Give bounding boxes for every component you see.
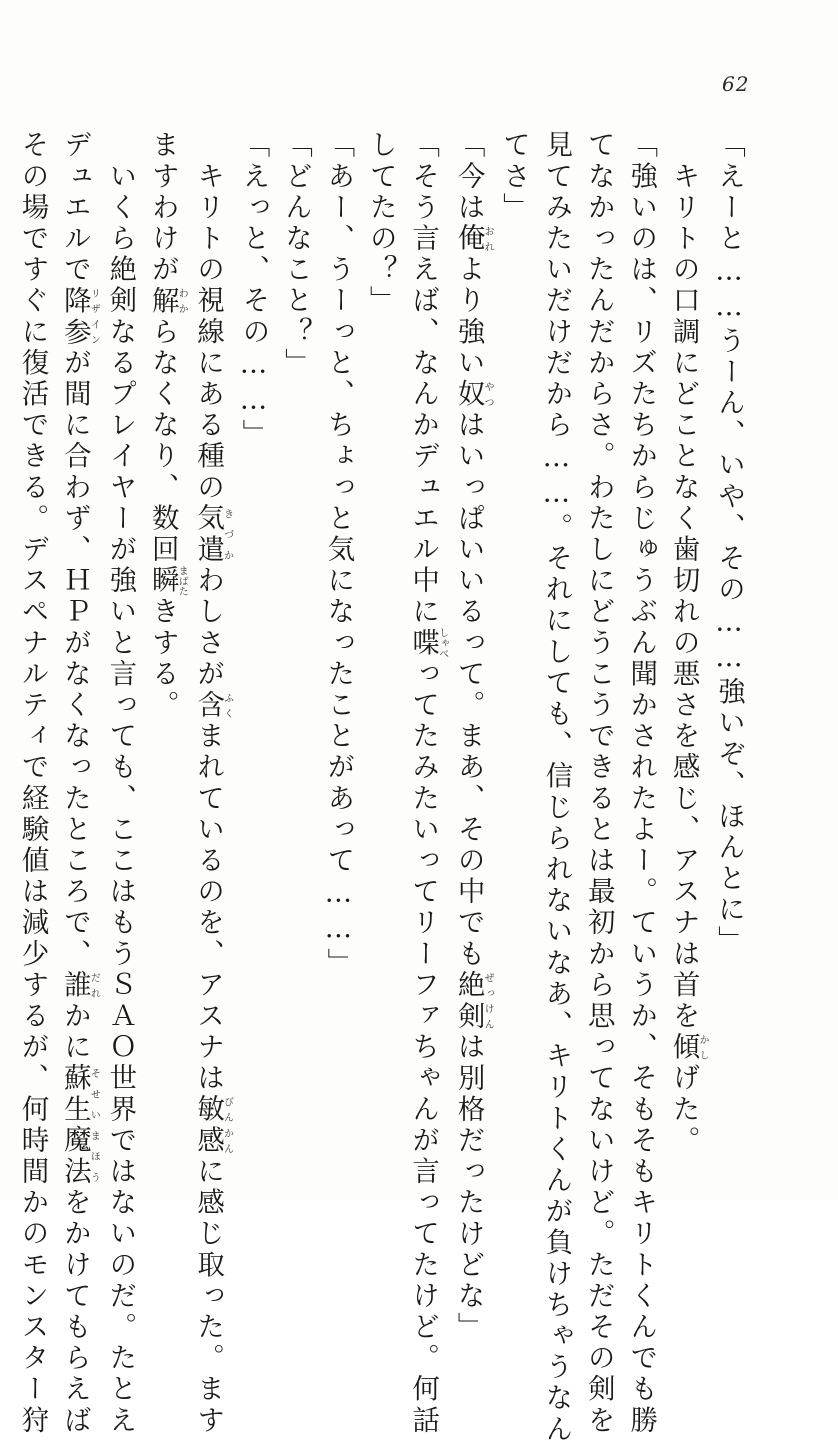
text-line (402, 130, 448, 1437)
text-segment: 「そう言えば、なんかデュエル中に (407, 130, 440, 628)
ruby-base: 降参 (58, 285, 91, 348)
text-line (577, 130, 619, 1437)
text-line (620, 130, 662, 1437)
ruby-base: 魔法 (58, 1125, 91, 1188)
ruby-base: 蘇生 (58, 1063, 91, 1126)
text-segment: げた。 (667, 1063, 700, 1157)
ruby-word (452, 223, 494, 255)
body-text (16, 130, 750, 1445)
ruby-base: 敏感 (192, 1094, 225, 1157)
text-segment: キリトの視線にある種の (192, 130, 225, 504)
text-segment: かに (58, 1000, 91, 1064)
ruby-base: 気遣 (192, 503, 225, 566)
ruby-base: 誰 (58, 969, 91, 1001)
text-line (232, 130, 274, 1120)
ruby-word (58, 1063, 100, 1126)
ruby-word (192, 689, 233, 721)
ruby-word (146, 565, 188, 597)
text-segment: 見てみたいだけだから……。それにしても、信じられないなあ、キリトくんが負けちゃうなん (540, 130, 573, 1445)
ruby-base: 瞬 (146, 565, 179, 597)
furigana: びんかん (221, 1094, 233, 1157)
text-segment: をかけてもらえば (58, 1187, 91, 1437)
text-segment: 「えっと、その……」 (237, 130, 270, 450)
text-segment: てなかったんだからさ。わたしにどうこうできるとは最初から思ってないけど。ただその剣を (582, 130, 615, 1437)
page-number: 62 (722, 72, 750, 96)
text-line (11, 130, 53, 1437)
text-segment: が間に合わず、ＨＰがなくなったところで、 (58, 347, 91, 970)
ruby-word (452, 378, 494, 410)
text-line (493, 130, 535, 1120)
ruby-word (58, 969, 100, 1001)
ruby-base: 奴 (452, 378, 485, 410)
text-segment: は別格だったけどな」 (452, 1031, 485, 1343)
text-line (187, 130, 233, 1437)
text-segment: してたの？」 (364, 130, 397, 317)
text-line (535, 130, 577, 1445)
text-line (275, 130, 317, 1120)
text-segment: いくら絶剣なるプレイヤーが強いと言っても、ここはもうＳＡＯ世界ではないのだ。たとえ (104, 130, 137, 1437)
furigana: おれ (482, 223, 494, 255)
text-segment: 「あー、うーっと、ちょっと気になったことがあって……」 (322, 130, 355, 979)
text-line (99, 130, 141, 1437)
ruby-base: 歯切 (667, 534, 700, 597)
furigana: やつ (482, 378, 494, 410)
furigana: しゃべ (436, 627, 448, 659)
ruby-word (668, 534, 700, 596)
text-segment: その場ですぐに復活できる。デスペナルティで経験値は減少するが、何時間かのモンスター狩 (16, 130, 49, 1437)
text-segment: に感じ取った。ます (192, 1156, 225, 1437)
text-segment: きする。 (146, 596, 179, 721)
text-segment: はいっぱいいるって。まあ、その中でも (452, 409, 485, 970)
text-segment: ってたみたいってリーファちゃんが言ってたけど。何話 (407, 658, 440, 1437)
text-segment: てさ」 (497, 130, 530, 224)
text-line (359, 130, 401, 1120)
ruby-word (192, 503, 233, 566)
ruby-word (146, 285, 188, 317)
furigana: まばた (176, 565, 188, 597)
text-segment: れの悪さを感じ、アスナは首を (667, 596, 700, 1032)
text-segment: より強い (452, 254, 485, 379)
furigana: だれ (88, 969, 100, 1001)
text-segment: まれているのを、アスナは (192, 720, 225, 1095)
furigana: わか (176, 285, 188, 317)
furigana: かし (697, 1031, 709, 1064)
text-line (141, 130, 186, 1120)
furigana: ふく (221, 689, 233, 721)
furigana: そせい (88, 1063, 100, 1126)
text-segment: 「どんなこと？」 (279, 130, 312, 379)
text-segment: デュエルで (58, 130, 91, 286)
ruby-word (58, 285, 100, 348)
text-segment: 「今は (452, 130, 485, 224)
furigana: リザイン (88, 285, 100, 348)
text-line (708, 130, 750, 1120)
text-segment: わしさが (192, 565, 225, 690)
ruby-word (192, 1094, 233, 1157)
ruby-base: 傾 (667, 1031, 700, 1064)
furigana: きづか (221, 503, 233, 566)
text-line (317, 130, 359, 1120)
ruby-base: 含 (192, 689, 225, 721)
text-segment: キリトの口調にどことなく (667, 130, 700, 535)
text-segment: 「強いのは、リズたちからじゅうぶん聞かされたよー。ていうか、そもそもキリトくんでも勝 (625, 130, 658, 1437)
text-line (447, 130, 494, 1343)
furigana: まほう (88, 1125, 100, 1188)
ruby-word (407, 627, 448, 659)
ruby-base: 俺 (452, 223, 485, 255)
ruby-word (667, 1031, 709, 1064)
text-line (54, 130, 100, 1437)
ruby-base: 解 (146, 285, 179, 317)
text-segment: 「えーと……うーん、いや、その……強いぞ、ほんとに」 (713, 130, 745, 957)
text-line (662, 130, 709, 1157)
furigana: ぜっけん (482, 969, 494, 1032)
ruby-word (452, 969, 494, 1032)
ruby-base: 喋 (407, 627, 440, 659)
ruby-word (58, 1125, 100, 1188)
ruby-base: 絶剣 (452, 969, 485, 1032)
text-segment: ますわけが (146, 130, 179, 286)
text-segment: らなくなり、数回 (146, 316, 179, 566)
